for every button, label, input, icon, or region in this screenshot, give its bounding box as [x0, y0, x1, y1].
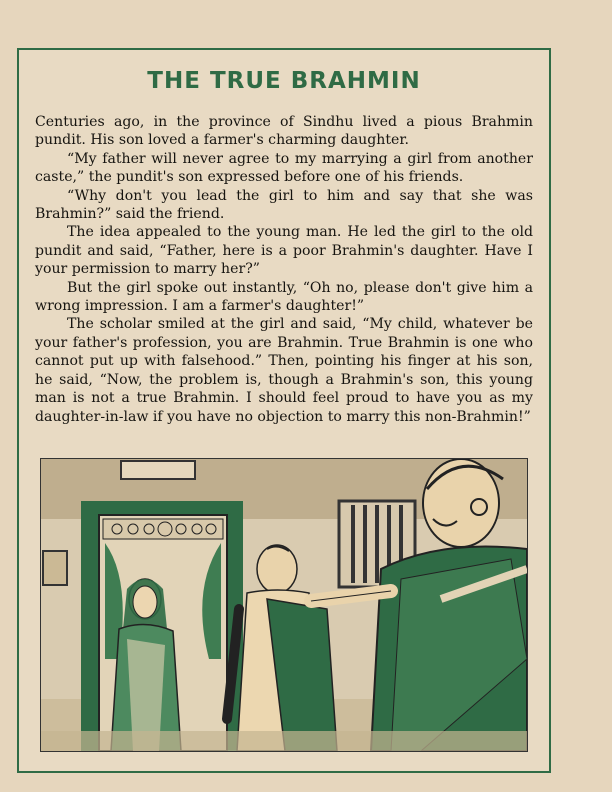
wall-picture	[121, 461, 195, 479]
story-paragraph: But the girl spoke out instantly, “Oh no, please don't give him a wrong impression. I am a farmer's daughter!”	[35, 279, 533, 315]
wall-niche	[43, 551, 67, 585]
illustration-scene	[41, 459, 527, 751]
story-paragraph: “Why don't you lead the girl to him and say that she was Brahmin?” said the friend.	[35, 187, 533, 223]
story-paragraph: The idea appealed to the young man. He led the girl to the old pundit and said, “Father, here is a poor Brahmin's daughter. Have I your permission to marry her?”	[35, 224, 533, 278]
story-paragraph: “My father will never agree to my marrying a girl from another caste,” the pundit's son expressed before one of his friends.	[35, 150, 533, 186]
page-frame	[17, 48, 551, 773]
story-paragraph: The scholar smiled at the girl and said, “My child, whatever be your father's profession, you are Brahmin. True Brahmin is one who cannot put up with falsehood.” Then, pointing his finger at his son, he said, “Now, the problem is, though a Brahmin's son, this young man is not a true Brahmin. I should feel proud to have you as my daughter-in-law if you have no objection to marry this non-Brahmin!”	[35, 316, 533, 425]
story-illustration	[40, 458, 528, 752]
story-paragraph: Centuries ago, in the province of Sindhu lived a pious Brahmin pundit. His son loved a farmer's charming daughter.	[35, 114, 533, 149]
story-title: THE TRUE BRAHMIN	[147, 68, 421, 94]
story-text	[35, 113, 533, 426]
